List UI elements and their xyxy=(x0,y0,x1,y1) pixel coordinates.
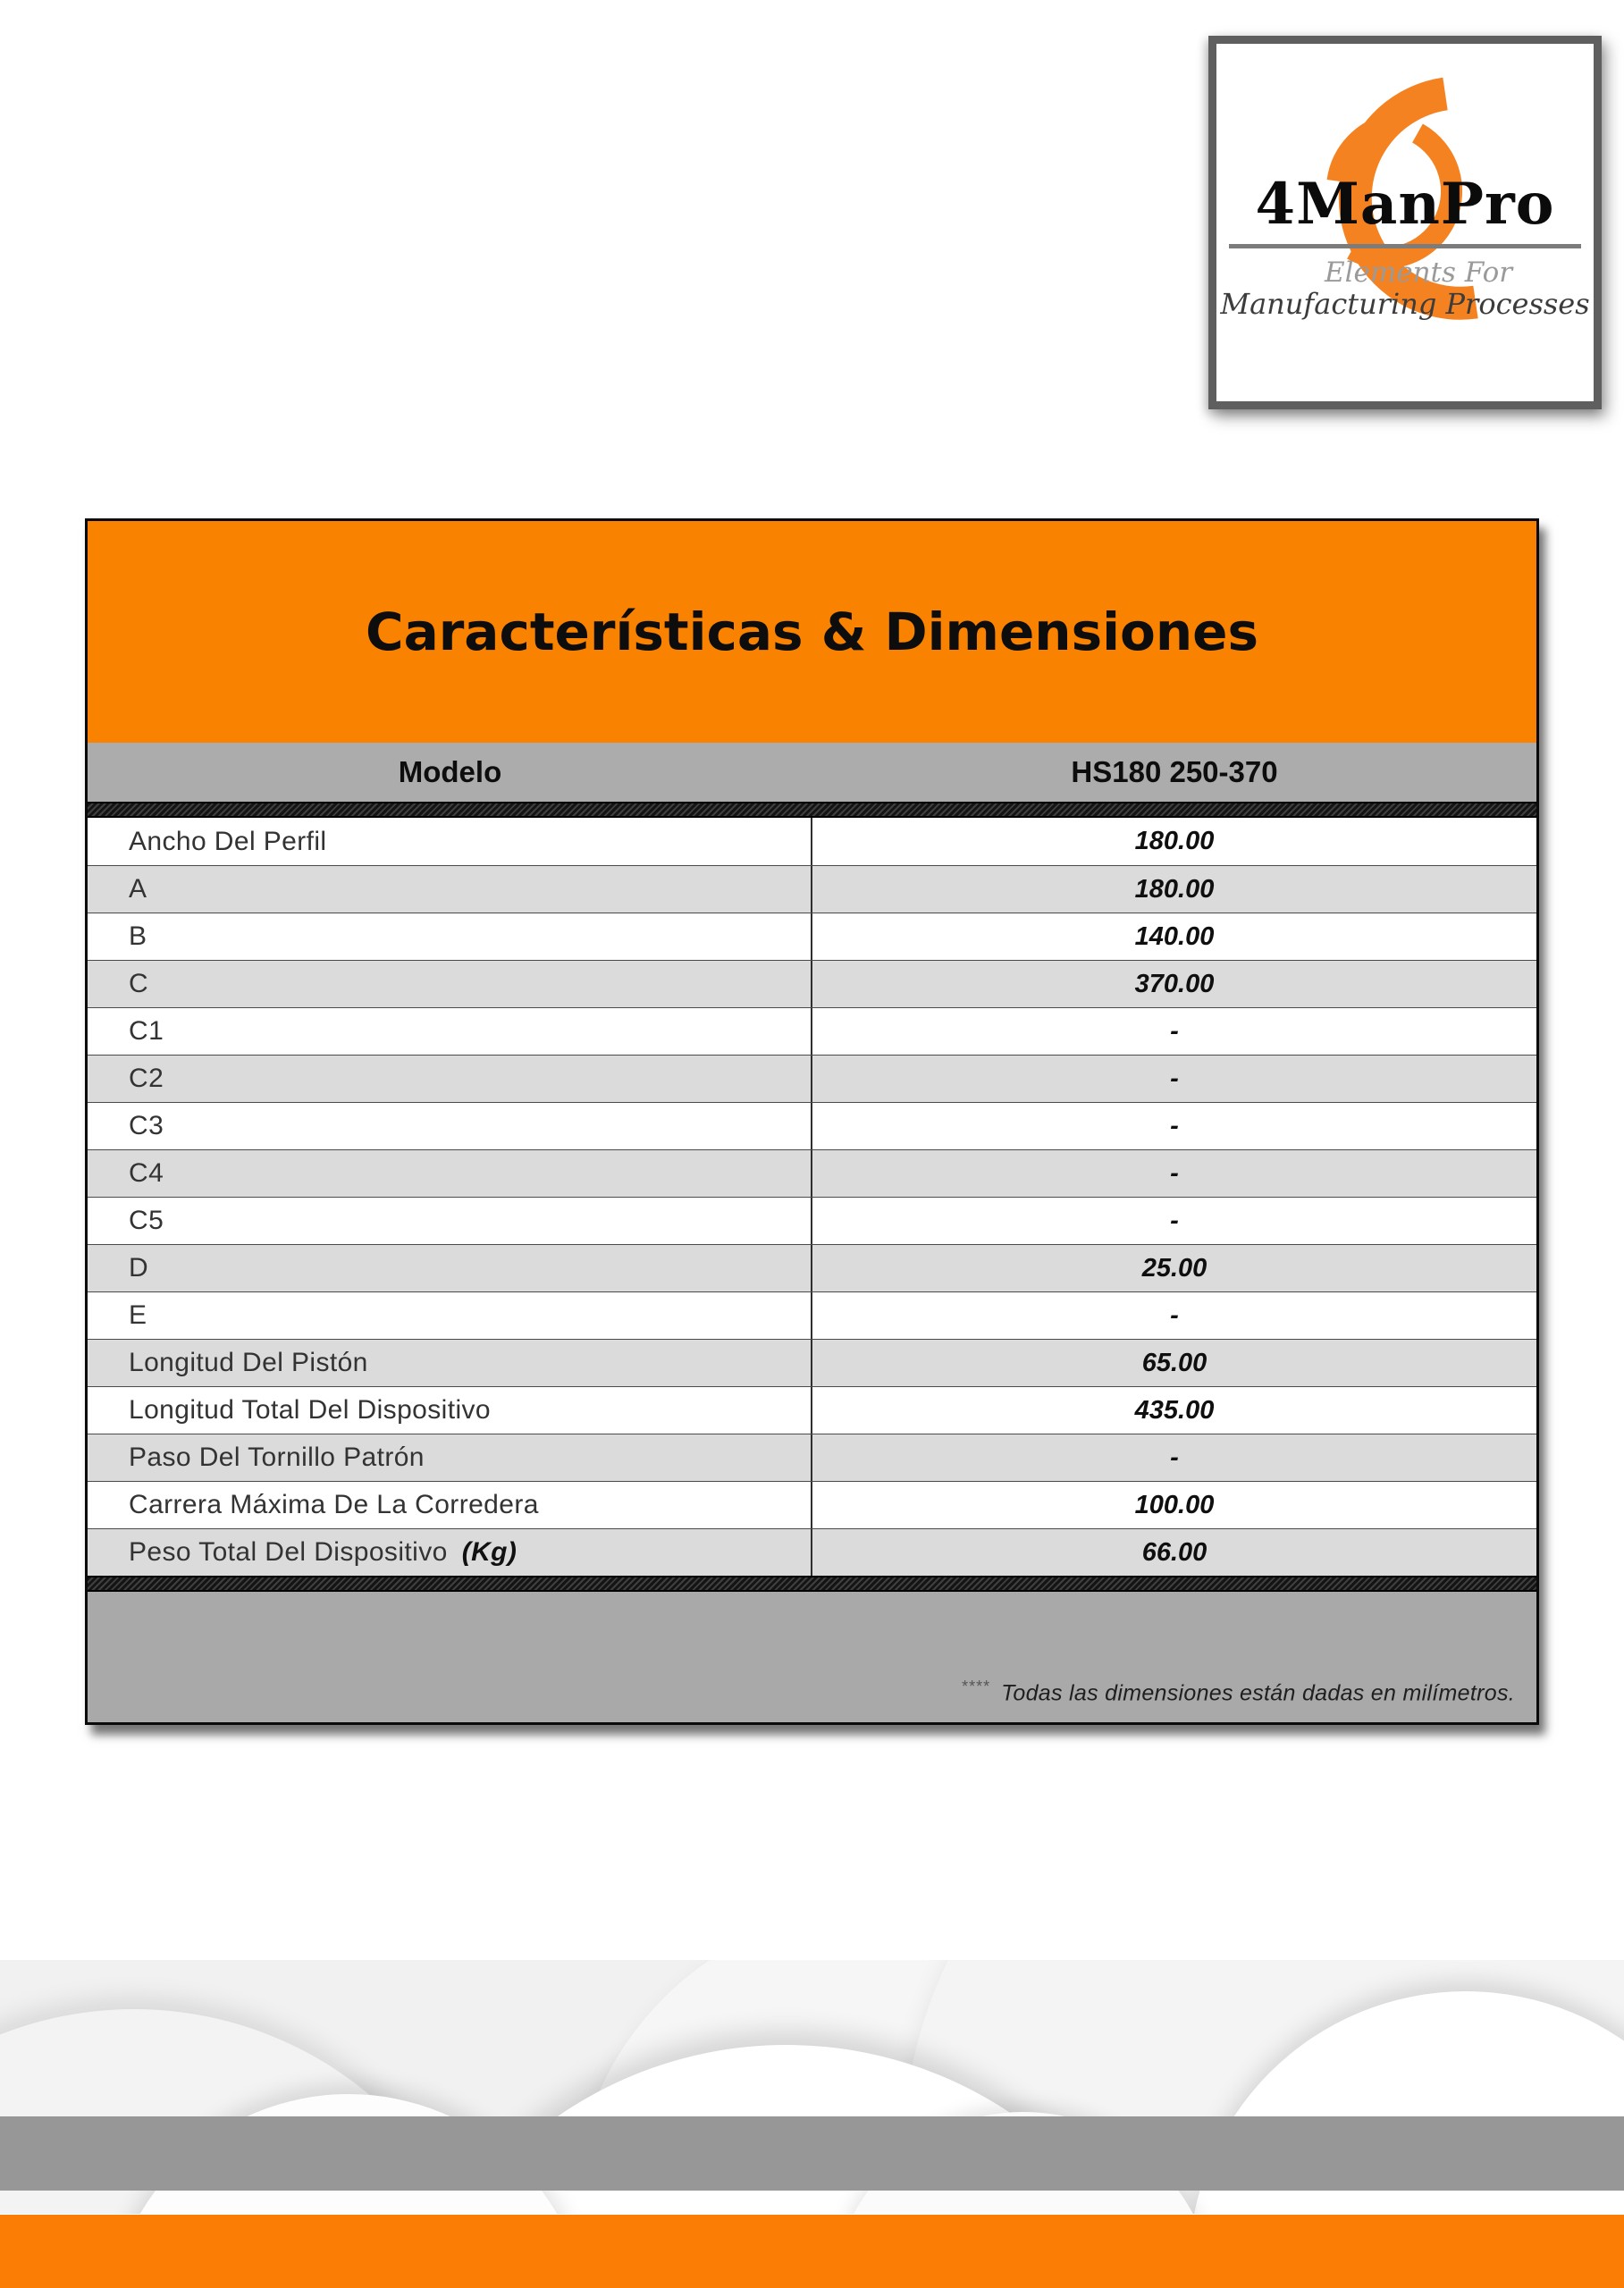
table-row xyxy=(88,1291,1536,1339)
row-value: - xyxy=(1170,1158,1179,1188)
company-logo xyxy=(1208,36,1602,409)
row-label: C5 xyxy=(88,1198,812,1244)
row-label: A xyxy=(88,866,812,913)
row-value: - xyxy=(1170,1300,1179,1330)
table-row xyxy=(88,1007,1536,1055)
footer-decor-strip xyxy=(0,1960,1624,2214)
footer-orange-band xyxy=(0,2215,1624,2288)
logo-tagline-line2: Manufacturing Processes xyxy=(1220,287,1590,321)
table-row xyxy=(88,1197,1536,1244)
row-label: Ancho Del Perfil xyxy=(88,818,812,865)
separator-band-top xyxy=(88,802,1536,818)
table-row xyxy=(88,1434,1536,1481)
row-label: E xyxy=(88,1292,812,1339)
table-row xyxy=(88,960,1536,1007)
row-label: C1 xyxy=(88,1008,812,1055)
spec-rows xyxy=(88,818,1536,1576)
footnote-asterisks: **** xyxy=(962,1677,991,1695)
table-row xyxy=(88,1149,1536,1197)
footer-gray-band xyxy=(0,2116,1624,2191)
row-value: - xyxy=(1170,1111,1179,1140)
table-row xyxy=(88,1386,1536,1434)
row-value: 180.00 xyxy=(1134,874,1215,904)
row-label: Carrera Máxima De La Corredera xyxy=(88,1482,812,1528)
table-row xyxy=(88,1244,1536,1291)
row-value: - xyxy=(1170,1443,1179,1472)
row-value: 180.00 xyxy=(1134,827,1215,855)
row-label: D xyxy=(88,1245,812,1291)
logo-brand-text: 4ManPro xyxy=(1255,171,1555,238)
row-label-suffix: (Kg) xyxy=(461,1537,517,1567)
row-value: - xyxy=(1170,1206,1179,1235)
row-label: C2 xyxy=(88,1056,812,1102)
model-header-label: Modelo xyxy=(398,755,502,788)
row-label: Peso Total Del Dispositivo (Kg) xyxy=(88,1529,812,1576)
row-label: C xyxy=(88,961,812,1007)
row-label: Longitud Del Pistón xyxy=(88,1340,812,1386)
table-row xyxy=(88,1102,1536,1149)
table-row xyxy=(88,865,1536,913)
model-header-value: HS180 250-370 xyxy=(1071,755,1278,788)
logo-divider-line xyxy=(1229,244,1581,248)
row-value: 66.00 xyxy=(1141,1537,1207,1567)
table-row xyxy=(88,913,1536,960)
row-value: 140.00 xyxy=(1134,921,1215,951)
row-label: C3 xyxy=(88,1103,812,1149)
dimensions-footnote xyxy=(962,1678,1515,1706)
row-value: - xyxy=(1170,1064,1179,1093)
row-value: 435.00 xyxy=(1134,1395,1215,1425)
separator-band-bottom xyxy=(88,1576,1536,1592)
row-label: Longitud Total Del Dispositivo xyxy=(88,1387,812,1434)
table-row xyxy=(88,1339,1536,1386)
table-row xyxy=(88,818,1536,865)
footnote-text: Todas las dimensiones están dadas en milímetros. xyxy=(1001,1680,1515,1705)
row-value: 65.00 xyxy=(1141,1348,1207,1377)
row-label: Paso Del Tornillo Patrón xyxy=(88,1434,812,1481)
table-row xyxy=(88,1481,1536,1528)
row-value: 25.00 xyxy=(1141,1253,1207,1283)
spec-table xyxy=(85,518,1539,1725)
table-row xyxy=(88,1528,1536,1576)
row-label: B xyxy=(88,913,812,960)
table-footer xyxy=(88,1592,1536,1722)
table-title-banner xyxy=(88,521,1536,743)
row-value: 100.00 xyxy=(1134,1490,1215,1519)
logo-tagline-line1: Elements For xyxy=(1324,257,1513,289)
model-header-row xyxy=(88,743,1536,802)
row-value: 370.00 xyxy=(1134,969,1215,998)
table-row xyxy=(88,1055,1536,1102)
row-label: C4 xyxy=(88,1150,812,1197)
row-value: - xyxy=(1170,1016,1179,1046)
table-title: Características & Dimensiones xyxy=(366,601,1258,662)
